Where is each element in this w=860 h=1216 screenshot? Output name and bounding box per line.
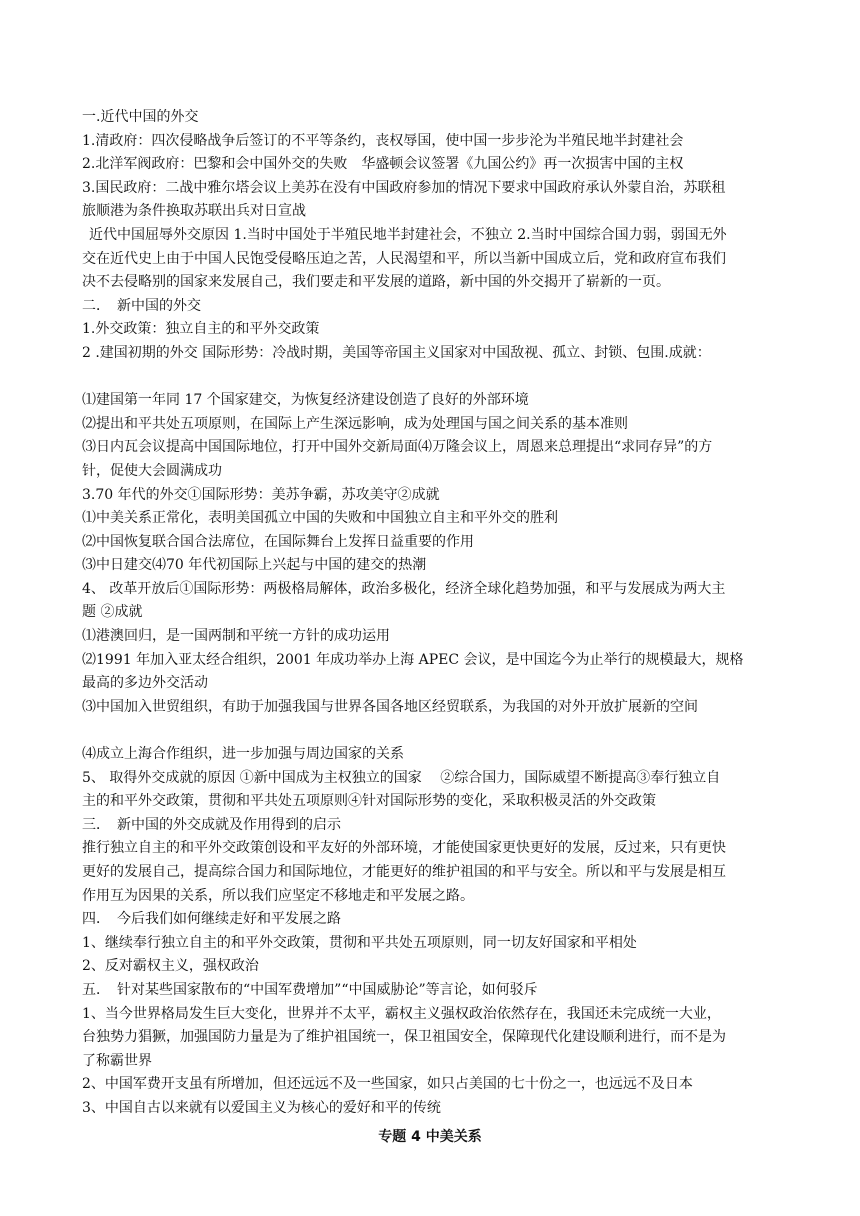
text-line: 题 ②成就 bbox=[82, 604, 143, 621]
text-line: 1、当今世界格局发生巨大变化，世界并不太平，霸权主义强权政治依然存在，我国还未完成统一大业， bbox=[82, 1005, 721, 1022]
text-line: 2、反对霸权主义，强权政治 bbox=[82, 958, 259, 975]
text-line: 1.清政府：四次侵略战争后签订的不平等条约，丧权辱国，使中国一步步沦为半殖民地半封建社会 bbox=[82, 132, 684, 149]
text-line: ⑴建国第一年同 17 个国家建交，为恢复经济建设创造了良好的外部环境 bbox=[82, 392, 529, 409]
text-line: ⑶中国加入世贸组织，有助于加强我国与世界各国各地区经贸联系，为我国的对外开放扩展新的空间 bbox=[82, 698, 698, 715]
text-line: 3.70 年代的外交①国际形势：美苏争霸，苏攻美守②成就 bbox=[82, 486, 440, 503]
text-line: 作用互为因果的关系，所以我们应坚定不移地走和平发展之路。 bbox=[82, 887, 474, 904]
heading-peaceful-development: 四． 今后我们如何继续走好和平发展之路 bbox=[82, 911, 341, 928]
text-line: 交在近代史上由于中国人民饱受侵略压迫之苦，人民渴望和平，所以当新中国成立后，党和政府宣布我们 bbox=[82, 250, 726, 267]
heading-achievements-insights: 三． 新中国的外交成就及作用得到的启示 bbox=[82, 816, 341, 833]
text-line: 主的和平外交政策，贯彻和平共处五项原则④针对国际形势的变化，采取积极灵活的外交政策 bbox=[82, 793, 656, 810]
text-line: ⑶日内瓦会议提高中国国际地位，打开中国外交新局面⑷万隆会议上，周恩来总理提出“求同存异”的方 bbox=[82, 439, 713, 456]
text-line: 3.国民政府：二战中雅尔塔会议上美苏在没有中国政府参加的情况下要求中国政府承认外蒙自治，苏联租 bbox=[82, 179, 726, 196]
text-line: 近代中国屈辱外交原因 1.当时中国处于半殖民地半封建社会，不独立 2.当时中国综合国力弱，弱国无外 bbox=[89, 226, 727, 243]
heading-rebut-china-threat: 五． 针对某些国家散布的“中国军费增加”“中国威胁论”等言论，如何驳斥 bbox=[82, 981, 538, 998]
blank-line bbox=[82, 366, 782, 390]
text-line: 针，促使大会圆满成功 bbox=[82, 462, 222, 479]
text-line: ⑷成立上海合作组织，进一步加强与周边国家的关系 bbox=[82, 746, 404, 763]
text-line: ⑶中日建交⑷70 年代初国际上兴起与中国的建交的热潮 bbox=[82, 557, 427, 574]
text-line: 台独势力猖獗，加强国防力量是为了维护祖国统一，保卫祖国安全，保障现代化建设顺利进行，而不是为 bbox=[82, 1029, 726, 1046]
text-line: 3、中国自古以来就有以爱国主义为核心的爱好和平的传统 bbox=[82, 1099, 441, 1116]
text-line: ⑵中国恢复联合国合法席位，在国际舞台上发挥日益重要的作用 bbox=[82, 533, 474, 550]
text-line: 了称霸世界 bbox=[82, 1052, 152, 1069]
text-line: ⑴中美关系正常化，表明美国孤立中国的失败和中国独立自主和平外交的胜利 bbox=[82, 510, 558, 527]
text-line: 决不去侵略别的国家来发展自己，我们要走和平发展的道路，新中国的外交揭开了崭新的一页。 bbox=[82, 274, 670, 291]
heading-new-china-diplomacy: 二． 新中国的外交 bbox=[82, 297, 201, 314]
text-line: 1、继续奉行独立自主的和平外交政策，贯彻和平共处五项原则，同一切友好国家和平相处 bbox=[82, 934, 637, 951]
text-line: 2 .建国初期的外交 国际形势：冷战时期，美国等帝国主义国家对中国敌视、孤立、封锁、包围.成就： bbox=[82, 344, 711, 361]
text-line: 5、 取得外交成就的原因 ①新中国成为主权独立的国家 ②综合国力，国际威望不断提高③奉行独立自 bbox=[82, 769, 721, 786]
text-line: ⑴港澳回归，是一国两制和平统一方针的成功运用 bbox=[82, 628, 390, 645]
document-body bbox=[82, 106, 782, 1121]
text-line: 2、中国军费开支虽有所增加，但还远远不及一些国家，如只占美国的七十份之一，也远远不及日本 bbox=[82, 1076, 693, 1093]
text-line: 旅顺港为条件换取苏联出兵对日宣战 bbox=[82, 203, 306, 220]
text-line: ⑵提出和平共处五项原则，在国际上产生深远影响，成为处理国与国之间关系的基本准则 bbox=[82, 415, 628, 432]
text-line: 最高的多边外交活动 bbox=[82, 675, 208, 692]
text-line: 更好的发展自己，提高综合国力和国际地位，才能更好的维护祖国的和平与安全。所以和平与发展是相互 bbox=[82, 864, 726, 880]
text-line: 推行独立自主的和平外交政策创设和平友好的外部环境，才能使国家更快更好的发展，反过来，只有更快 bbox=[82, 840, 726, 857]
text-line: 4、 改革开放后①国际形势：两极格局解体，政治多极化，经济全球化趋势加强，和平与发展成为两大主 bbox=[82, 580, 726, 597]
blank-line bbox=[82, 719, 782, 743]
text-line: ⑵1991 年加入亚太经合组织，2001 年成功举办上海 APEC 会议，是中国迄今为止举行的规模最大，规格 bbox=[82, 651, 744, 668]
text-line: 1.外交政策：独立自主的和平外交政策 bbox=[82, 321, 320, 338]
heading-modern-diplomacy: 一.近代中国的外交 bbox=[82, 109, 199, 125]
text-line: 2.北洋军阀政府：巴黎和会中国外交的失败 华盛顿会议签署《九国公约》再一次损害中国的主权 bbox=[82, 156, 684, 173]
section-title: 专题 4 中美关系 bbox=[378, 1129, 482, 1145]
